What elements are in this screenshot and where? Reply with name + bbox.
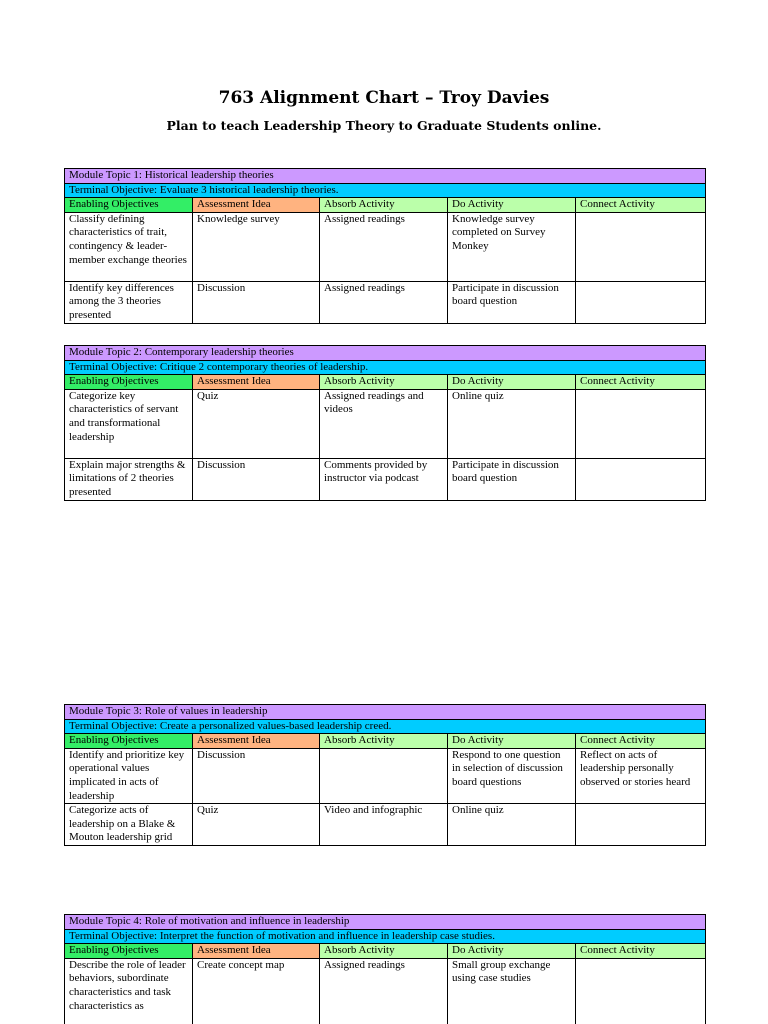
enabling-objective-cell: Describe the role of leader behaviors, subordinate characteristics and task characteristics as — [65, 958, 193, 1024]
connect-cell — [576, 212, 706, 281]
terminal-objective: Terminal Objective: Critique 2 contemporary theories of leadership. — [65, 360, 706, 375]
terminal-objective: Terminal Objective: Interpret the function of motivation and influence in leadership case studies. — [65, 929, 706, 944]
absorb-cell: Assigned readings and videos — [320, 389, 448, 458]
table-row — [65, 958, 706, 1024]
assessment-cell: Discussion — [193, 281, 320, 323]
connect-cell — [576, 281, 706, 323]
header-connect-activity: Connect Activity — [576, 375, 706, 390]
header-absorb-activity: Absorb Activity — [320, 375, 448, 390]
header-enabling-objectives: Enabling Objectives — [65, 734, 193, 749]
module-table-1 — [64, 168, 706, 324]
assessment-cell: Quiz — [193, 804, 320, 846]
assessment-cell: Knowledge survey — [193, 212, 320, 281]
table-row — [65, 804, 706, 846]
header-absorb-activity: Absorb Activity — [320, 198, 448, 213]
absorb-cell: Video and infographic — [320, 804, 448, 846]
assessment-cell: Quiz — [193, 389, 320, 458]
header-assessment-idea: Assessment Idea — [193, 734, 320, 749]
connect-cell — [576, 458, 706, 500]
do-cell: Respond to one question in selection of discussion board questions — [448, 748, 576, 803]
module-table-4 — [64, 914, 706, 1024]
header-absorb-activity: Absorb Activity — [320, 734, 448, 749]
header-do-activity: Do Activity — [448, 734, 576, 749]
header-assessment-idea: Assessment Idea — [193, 944, 320, 959]
header-enabling-objectives: Enabling Objectives — [65, 944, 193, 959]
assessment-cell: Discussion — [193, 458, 320, 500]
connect-cell — [576, 958, 706, 1024]
table-row — [65, 458, 706, 500]
header-assessment-idea: Assessment Idea — [193, 375, 320, 390]
enabling-objective-cell: Classify defining characteristics of trait, contingency & leader-member exchange theories — [65, 212, 193, 281]
connect-cell: Reflect on acts of leadership personally observed or stories heard — [576, 748, 706, 803]
table-row — [65, 748, 706, 803]
module-table-3 — [64, 704, 706, 846]
header-enabling-objectives: Enabling Objectives — [65, 375, 193, 390]
header-absorb-activity: Absorb Activity — [320, 944, 448, 959]
module-table-2 — [64, 345, 706, 501]
absorb-cell — [320, 748, 448, 803]
table-row — [65, 281, 706, 323]
header-connect-activity: Connect Activity — [576, 944, 706, 959]
page-subtitle: Plan to teach Leadership Theory to Graduate Students online. — [166, 118, 602, 133]
enabling-objective-cell: Explain major strengths & limitations of 2 theories presented — [65, 458, 193, 500]
assessment-cell: Create concept map — [193, 958, 320, 1024]
header-do-activity: Do Activity — [448, 198, 576, 213]
absorb-cell: Assigned readings — [320, 212, 448, 281]
enabling-objective-cell: Categorize acts of leadership on a Blake & Mouton leadership grid — [65, 804, 193, 846]
do-cell: Online quiz — [448, 389, 576, 458]
absorb-cell: Assigned readings — [320, 958, 448, 1024]
absorb-cell: Assigned readings — [320, 281, 448, 323]
page-title: 763 Alignment Chart – Troy Davies — [218, 88, 550, 108]
header-assessment-idea: Assessment Idea — [193, 198, 320, 213]
header-do-activity: Do Activity — [448, 375, 576, 390]
do-cell: Participate in discussion board question — [448, 458, 576, 500]
module-topic: Module Topic 4: Role of motivation and influence in leadership — [65, 915, 706, 930]
do-cell: Online quiz — [448, 804, 576, 846]
enabling-objective-cell: Identify and prioritize key operational values implicated in acts of leadership — [65, 748, 193, 803]
header-connect-activity: Connect Activity — [576, 198, 706, 213]
connect-cell — [576, 389, 706, 458]
header-enabling-objectives: Enabling Objectives — [65, 198, 193, 213]
do-cell: Knowledge survey completed on Survey Monkey — [448, 212, 576, 281]
module-topic: Module Topic 1: Historical leadership theories — [65, 169, 706, 184]
do-cell: Participate in discussion board question — [448, 281, 576, 323]
table-row — [65, 212, 706, 281]
header-connect-activity: Connect Activity — [576, 734, 706, 749]
absorb-cell: Comments provided by instructor via podcast — [320, 458, 448, 500]
assessment-cell: Discussion — [193, 748, 320, 803]
connect-cell — [576, 804, 706, 846]
table-row — [65, 389, 706, 458]
terminal-objective: Terminal Objective: Create a personalized values-based leadership creed. — [65, 719, 706, 734]
module-topic: Module Topic 2: Contemporary leadership theories — [65, 346, 706, 361]
header-do-activity: Do Activity — [448, 944, 576, 959]
enabling-objective-cell: Identify key differences among the 3 theories presented — [65, 281, 193, 323]
do-cell: Small group exchange using case studies — [448, 958, 576, 1024]
enabling-objective-cell: Categorize key characteristics of servant and transformational leadership — [65, 389, 193, 458]
terminal-objective: Terminal Objective: Evaluate 3 historical leadership theories. — [65, 183, 706, 198]
module-topic: Module Topic 3: Role of values in leadership — [65, 705, 706, 720]
